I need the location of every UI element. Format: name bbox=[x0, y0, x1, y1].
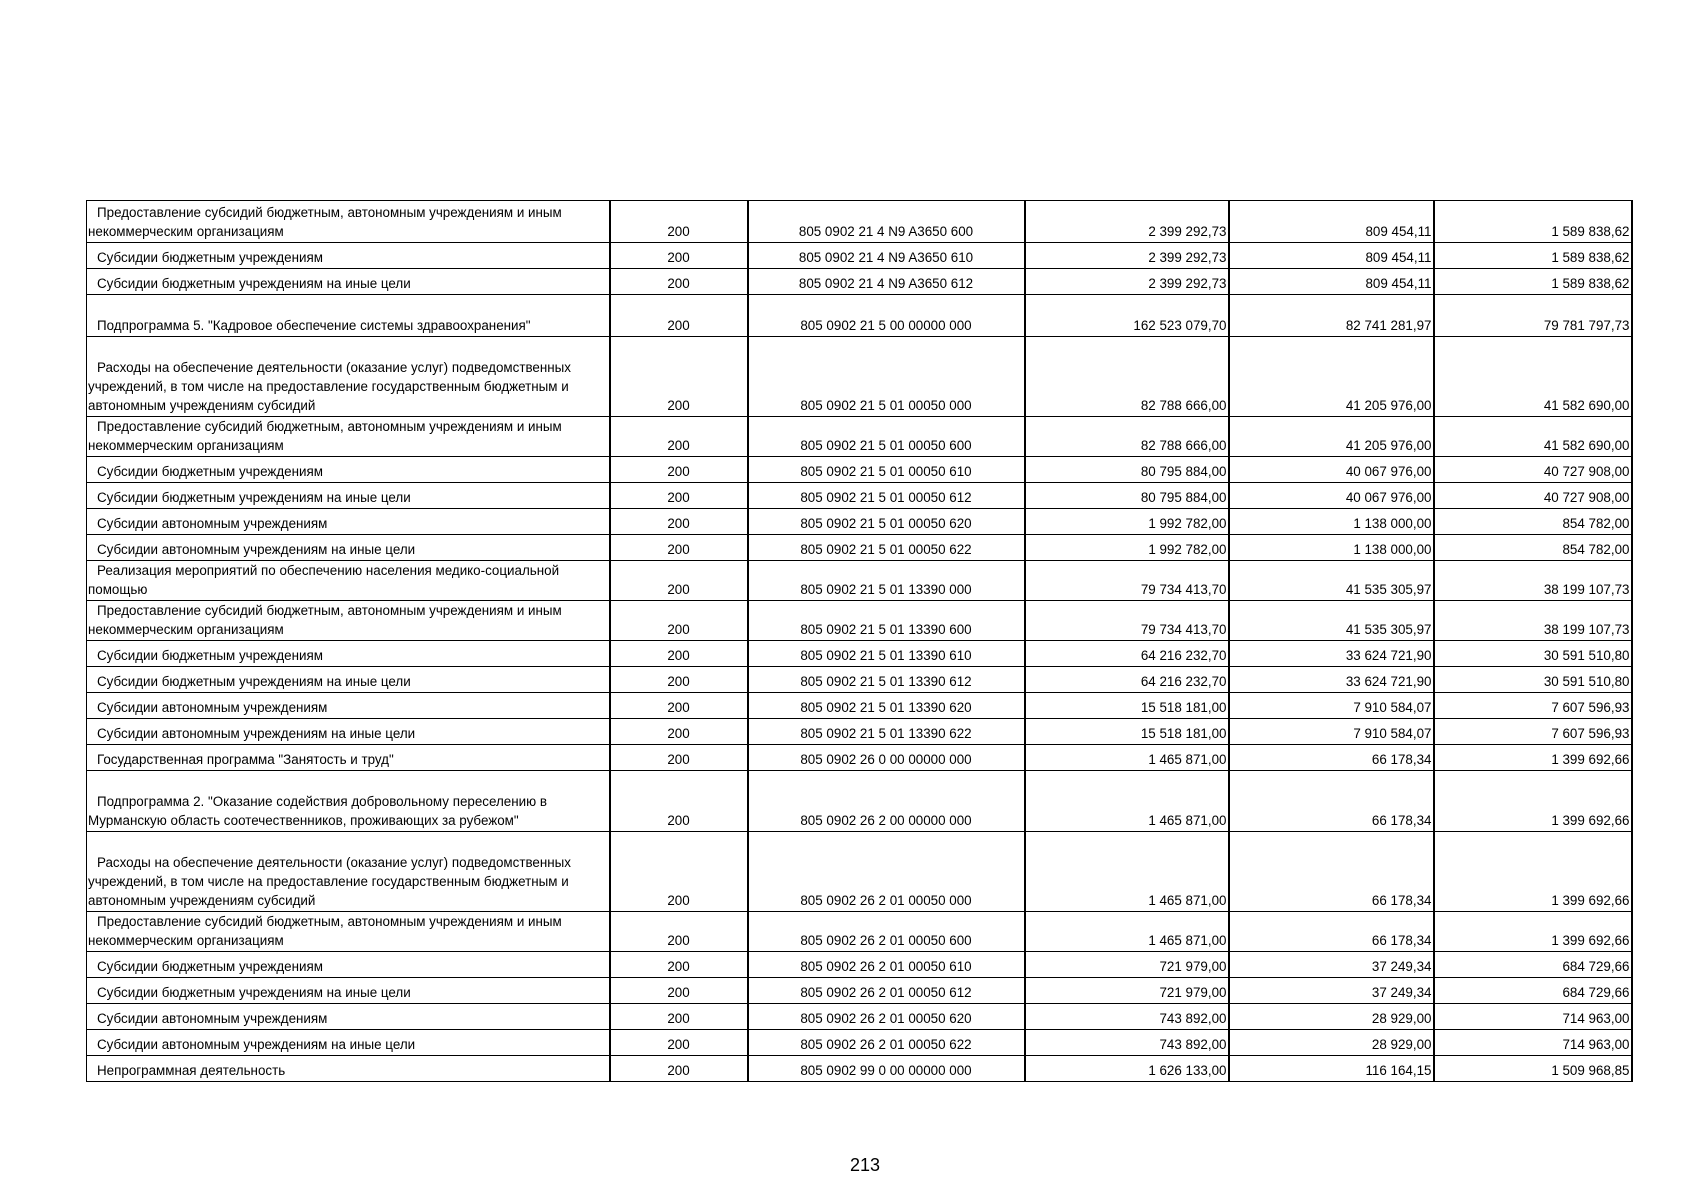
table-row bbox=[87, 771, 1632, 832]
table-row bbox=[87, 295, 1632, 337]
table-row bbox=[87, 1004, 1632, 1030]
expense-name: Субсидии автономным учреждениям на иные цели bbox=[87, 535, 610, 561]
status-code: 200 bbox=[610, 295, 748, 337]
budget-classification-code: 805 0902 21 5 01 13390 620 bbox=[748, 693, 1025, 719]
status-code: 200 bbox=[610, 201, 748, 243]
status-code: 200 bbox=[610, 641, 748, 667]
amount-value-2: 66 178,34 bbox=[1229, 912, 1434, 952]
amount-value-2: 41 535 305,97 bbox=[1229, 601, 1434, 641]
table-row bbox=[87, 457, 1632, 483]
amount-value-1: 15 518 181,00 bbox=[1025, 693, 1229, 719]
budget-classification-code: 805 0902 26 2 01 00050 612 bbox=[748, 978, 1025, 1004]
budget-classification-code: 805 0902 21 5 01 13390 612 bbox=[748, 667, 1025, 693]
budget-classification-code: 805 0902 21 5 01 13390 600 bbox=[748, 601, 1025, 641]
status-code: 200 bbox=[610, 457, 748, 483]
status-code: 200 bbox=[610, 535, 748, 561]
amount-value-1: 1 465 871,00 bbox=[1025, 832, 1229, 912]
expense-name: Подпрограмма 5. "Кадровое обеспечение системы здравоохранения" bbox=[87, 295, 610, 337]
amount-value-1: 80 795 884,00 bbox=[1025, 457, 1229, 483]
amount-value-1: 1 992 782,00 bbox=[1025, 535, 1229, 561]
amount-value-3: 1 399 692,66 bbox=[1434, 832, 1632, 912]
table-row bbox=[87, 693, 1632, 719]
table-row bbox=[87, 201, 1632, 243]
amount-value-1: 1 992 782,00 bbox=[1025, 509, 1229, 535]
amount-value-3: 1 399 692,66 bbox=[1434, 771, 1632, 832]
table-row bbox=[87, 832, 1632, 912]
budget-classification-code: 805 0902 99 0 00 00000 000 bbox=[748, 1056, 1025, 1082]
table-row bbox=[87, 719, 1632, 745]
amount-value-1: 1 626 133,00 bbox=[1025, 1056, 1229, 1082]
budget-classification-code: 805 0902 26 2 01 00050 600 bbox=[748, 912, 1025, 952]
budget-classification-code: 805 0902 21 4 N9 A3650 600 bbox=[748, 201, 1025, 243]
expense-name: Субсидии бюджетным учреждениям на иные цели bbox=[87, 667, 610, 693]
budget-classification-code: 805 0902 21 5 01 13390 000 bbox=[748, 561, 1025, 601]
budget-classification-code: 805 0902 26 0 00 00000 000 bbox=[748, 745, 1025, 771]
table-row bbox=[87, 243, 1632, 269]
amount-value-3: 714 963,00 bbox=[1434, 1004, 1632, 1030]
budget-table bbox=[86, 200, 1633, 1082]
table-row bbox=[87, 1030, 1632, 1056]
table-row bbox=[87, 417, 1632, 457]
amount-value-3: 1 509 968,85 bbox=[1434, 1056, 1632, 1082]
expense-name: Субсидии бюджетным учреждениям bbox=[87, 641, 610, 667]
table-row bbox=[87, 269, 1632, 295]
budget-classification-code: 805 0902 21 5 01 00050 000 bbox=[748, 337, 1025, 417]
amount-value-3: 38 199 107,73 bbox=[1434, 601, 1632, 641]
expense-name: Непрограммная деятельность bbox=[87, 1056, 610, 1082]
expense-name: Субсидии автономным учреждениям bbox=[87, 509, 610, 535]
amount-value-3: 38 199 107,73 bbox=[1434, 561, 1632, 601]
status-code: 200 bbox=[610, 509, 748, 535]
status-code: 200 bbox=[610, 601, 748, 641]
amount-value-2: 41 205 976,00 bbox=[1229, 417, 1434, 457]
budget-classification-code: 805 0902 21 5 01 13390 622 bbox=[748, 719, 1025, 745]
status-code: 200 bbox=[610, 667, 748, 693]
amount-value-3: 854 782,00 bbox=[1434, 535, 1632, 561]
amount-value-2: 41 535 305,97 bbox=[1229, 561, 1434, 601]
amount-value-2: 82 741 281,97 bbox=[1229, 295, 1434, 337]
expense-name: Подпрограмма 2. "Оказание содействия добровольному переселению в Мурманскую область соотечественников, проживающих за рубежом" bbox=[87, 771, 610, 832]
amount-value-2: 116 164,15 bbox=[1229, 1056, 1434, 1082]
expense-name: Субсидии автономным учреждениям на иные цели bbox=[87, 719, 610, 745]
amount-value-2: 66 178,34 bbox=[1229, 771, 1434, 832]
status-code: 200 bbox=[610, 269, 748, 295]
table-row bbox=[87, 337, 1632, 417]
budget-classification-code: 805 0902 21 4 N9 A3650 612 bbox=[748, 269, 1025, 295]
amount-value-1: 82 788 666,00 bbox=[1025, 417, 1229, 457]
amount-value-2: 7 910 584,07 bbox=[1229, 693, 1434, 719]
expense-name: Предоставление субсидий бюджетным, автономным учреждениям и иным некоммерческим организациям bbox=[87, 417, 610, 457]
status-code: 200 bbox=[610, 243, 748, 269]
expense-name: Расходы на обеспечение деятельности (оказание услуг) подведомственных учреждений, в том числе на предоставление государственным бюджетным и автономным учреждениям субсидий bbox=[87, 337, 610, 417]
table-row bbox=[87, 912, 1632, 952]
amount-value-2: 809 454,11 bbox=[1229, 201, 1434, 243]
amount-value-1: 2 399 292,73 bbox=[1025, 201, 1229, 243]
amount-value-3: 1 589 838,62 bbox=[1434, 243, 1632, 269]
amount-value-3: 41 582 690,00 bbox=[1434, 417, 1632, 457]
expense-name: Предоставление субсидий бюджетным, автономным учреждениям и иным некоммерческим организациям bbox=[87, 912, 610, 952]
amount-value-2: 40 067 976,00 bbox=[1229, 457, 1434, 483]
page-number: 213 bbox=[849, 1155, 881, 1175]
budget-table-body bbox=[87, 201, 1632, 1082]
amount-value-3: 41 582 690,00 bbox=[1434, 337, 1632, 417]
budget-classification-code: 805 0902 21 5 01 00050 622 bbox=[748, 535, 1025, 561]
expense-name: Расходы на обеспечение деятельности (оказание услуг) подведомственных учреждений, в том числе на предоставление государственным бюджетным и автономным учреждениям субсидий bbox=[87, 832, 610, 912]
expense-name: Субсидии бюджетным учреждениям на иные цели bbox=[87, 978, 610, 1004]
status-code: 200 bbox=[610, 912, 748, 952]
table-row bbox=[87, 952, 1632, 978]
amount-value-1: 15 518 181,00 bbox=[1025, 719, 1229, 745]
budget-classification-code: 805 0902 21 5 01 00050 600 bbox=[748, 417, 1025, 457]
amount-value-2: 41 205 976,00 bbox=[1229, 337, 1434, 417]
table-row bbox=[87, 641, 1632, 667]
status-code: 200 bbox=[610, 719, 748, 745]
amount-value-2: 33 624 721,90 bbox=[1229, 667, 1434, 693]
amount-value-2: 33 624 721,90 bbox=[1229, 641, 1434, 667]
amount-value-3: 684 729,66 bbox=[1434, 952, 1632, 978]
status-code: 200 bbox=[610, 417, 748, 457]
status-code: 200 bbox=[610, 771, 748, 832]
budget-classification-code: 805 0902 26 2 00 00000 000 bbox=[748, 771, 1025, 832]
table-row bbox=[87, 561, 1632, 601]
amount-value-1: 743 892,00 bbox=[1025, 1030, 1229, 1056]
expense-name: Реализация мероприятий по обеспечению населения медико-социальной помощью bbox=[87, 561, 610, 601]
amount-value-1: 721 979,00 bbox=[1025, 978, 1229, 1004]
table-row bbox=[87, 483, 1632, 509]
amount-value-3: 714 963,00 bbox=[1434, 1030, 1632, 1056]
expense-name: Субсидии бюджетным учреждениям на иные цели bbox=[87, 483, 610, 509]
budget-classification-code: 805 0902 21 5 01 00050 612 bbox=[748, 483, 1025, 509]
budget-classification-code: 805 0902 26 2 01 00050 000 bbox=[748, 832, 1025, 912]
amount-value-2: 809 454,11 bbox=[1229, 243, 1434, 269]
expense-name: Субсидии бюджетным учреждениям на иные цели bbox=[87, 269, 610, 295]
amount-value-1: 2 399 292,73 bbox=[1025, 269, 1229, 295]
amount-value-3: 684 729,66 bbox=[1434, 978, 1632, 1004]
expense-name: Субсидии автономным учреждениям bbox=[87, 693, 610, 719]
amount-value-3: 7 607 596,93 bbox=[1434, 719, 1632, 745]
amount-value-2: 66 178,34 bbox=[1229, 832, 1434, 912]
status-code: 200 bbox=[610, 832, 748, 912]
amount-value-3: 1 399 692,66 bbox=[1434, 745, 1632, 771]
amount-value-3: 1 589 838,62 bbox=[1434, 269, 1632, 295]
expense-name: Субсидии автономным учреждениям bbox=[87, 1004, 610, 1030]
amount-value-1: 743 892,00 bbox=[1025, 1004, 1229, 1030]
table-row bbox=[87, 978, 1632, 1004]
expense-name: Предоставление субсидий бюджетным, автономным учреждениям и иным некоммерческим организациям bbox=[87, 201, 610, 243]
amount-value-2: 37 249,34 bbox=[1229, 952, 1434, 978]
amount-value-1: 1 465 871,00 bbox=[1025, 771, 1229, 832]
amount-value-2: 28 929,00 bbox=[1229, 1004, 1434, 1030]
table-row bbox=[87, 1056, 1632, 1082]
amount-value-1: 82 788 666,00 bbox=[1025, 337, 1229, 417]
budget-classification-code: 805 0902 21 4 N9 A3650 610 bbox=[748, 243, 1025, 269]
amount-value-3: 40 727 908,00 bbox=[1434, 457, 1632, 483]
status-code: 200 bbox=[610, 1004, 748, 1030]
amount-value-1: 162 523 079,70 bbox=[1025, 295, 1229, 337]
status-code: 200 bbox=[610, 745, 748, 771]
amount-value-3: 30 591 510,80 bbox=[1434, 641, 1632, 667]
amount-value-3: 1 589 838,62 bbox=[1434, 201, 1632, 243]
amount-value-3: 7 607 596,93 bbox=[1434, 693, 1632, 719]
amount-value-1: 721 979,00 bbox=[1025, 952, 1229, 978]
amount-value-1: 80 795 884,00 bbox=[1025, 483, 1229, 509]
amount-value-1: 64 216 232,70 bbox=[1025, 667, 1229, 693]
status-code: 200 bbox=[610, 978, 748, 1004]
amount-value-1: 1 465 871,00 bbox=[1025, 912, 1229, 952]
table-row bbox=[87, 667, 1632, 693]
table-row bbox=[87, 745, 1632, 771]
amount-value-2: 66 178,34 bbox=[1229, 745, 1434, 771]
expense-name: Субсидии бюджетным учреждениям bbox=[87, 243, 610, 269]
status-code: 200 bbox=[610, 693, 748, 719]
amount-value-1: 1 465 871,00 bbox=[1025, 745, 1229, 771]
amount-value-3: 40 727 908,00 bbox=[1434, 483, 1632, 509]
expense-name: Предоставление субсидий бюджетным, автономным учреждениям и иным некоммерческим организациям bbox=[87, 601, 610, 641]
amount-value-2: 1 138 000,00 bbox=[1229, 509, 1434, 535]
status-code: 200 bbox=[610, 1056, 748, 1082]
status-code: 200 bbox=[610, 1030, 748, 1056]
budget-classification-code: 805 0902 21 5 01 00050 620 bbox=[748, 509, 1025, 535]
budget-classification-code: 805 0902 21 5 00 00000 000 bbox=[748, 295, 1025, 337]
table-row bbox=[87, 601, 1632, 641]
amount-value-1: 79 734 413,70 bbox=[1025, 561, 1229, 601]
status-code: 200 bbox=[610, 952, 748, 978]
expense-name: Субсидии бюджетным учреждениям bbox=[87, 952, 610, 978]
table-row bbox=[87, 509, 1632, 535]
status-code: 200 bbox=[610, 337, 748, 417]
budget-classification-code: 805 0902 21 5 01 00050 610 bbox=[748, 457, 1025, 483]
budget-classification-code: 805 0902 26 2 01 00050 610 bbox=[748, 952, 1025, 978]
amount-value-3: 30 591 510,80 bbox=[1434, 667, 1632, 693]
budget-classification-code: 805 0902 26 2 01 00050 620 bbox=[748, 1004, 1025, 1030]
amount-value-1: 2 399 292,73 bbox=[1025, 243, 1229, 269]
budget-classification-code: 805 0902 26 2 01 00050 622 bbox=[748, 1030, 1025, 1056]
amount-value-2: 7 910 584,07 bbox=[1229, 719, 1434, 745]
table-row bbox=[87, 535, 1632, 561]
amount-value-3: 1 399 692,66 bbox=[1434, 912, 1632, 952]
amount-value-1: 79 734 413,70 bbox=[1025, 601, 1229, 641]
expense-name: Субсидии бюджетным учреждениям bbox=[87, 457, 610, 483]
amount-value-3: 79 781 797,73 bbox=[1434, 295, 1632, 337]
amount-value-2: 1 138 000,00 bbox=[1229, 535, 1434, 561]
expense-name: Государственная программа "Занятость и труд" bbox=[87, 745, 610, 771]
amount-value-2: 37 249,34 bbox=[1229, 978, 1434, 1004]
status-code: 200 bbox=[610, 561, 748, 601]
amount-value-2: 809 454,11 bbox=[1229, 269, 1434, 295]
amount-value-1: 64 216 232,70 bbox=[1025, 641, 1229, 667]
budget-classification-code: 805 0902 21 5 01 13390 610 bbox=[748, 641, 1025, 667]
amount-value-3: 854 782,00 bbox=[1434, 509, 1632, 535]
status-code: 200 bbox=[610, 483, 748, 509]
amount-value-2: 40 067 976,00 bbox=[1229, 483, 1434, 509]
expense-name: Субсидии автономным учреждениям на иные цели bbox=[87, 1030, 610, 1056]
amount-value-2: 28 929,00 bbox=[1229, 1030, 1434, 1056]
